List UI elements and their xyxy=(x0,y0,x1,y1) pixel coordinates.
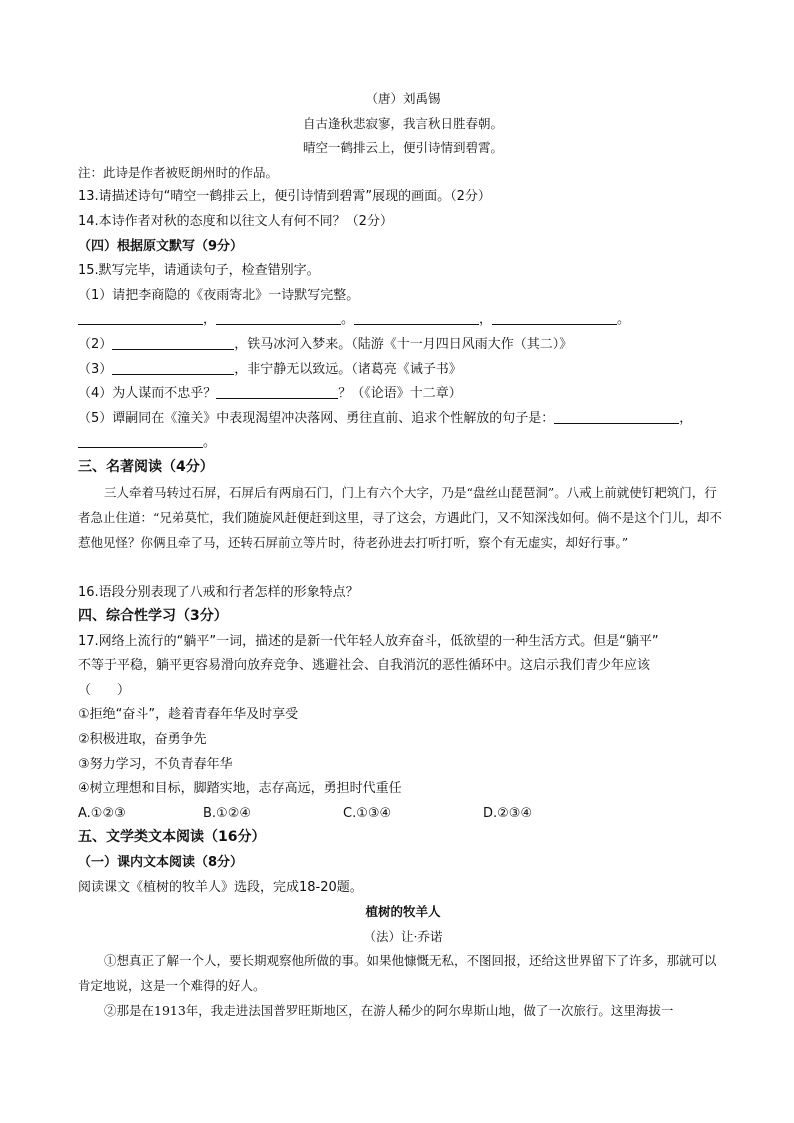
section-5-subheading: （一）课内文本阅读（8分） xyxy=(78,855,244,871)
poem-author: （唐）刘禹锡 xyxy=(365,91,441,106)
answer-blank[interactable] xyxy=(112,360,234,375)
article-paragraph-1: ①想真正了解一个人，要长期观察他所做的事。如果他慷慨无私，不图回报，还给这世界留下了许多，那就可以肯定地说，这是一个难得的好人。 xyxy=(78,953,717,994)
poem-line-2: 晴空一鹤排云上，便引诗情到碧霄。 xyxy=(302,140,503,156)
question-15-item-2: （2） ，铁马冰河入梦来。（陆游《十一月四日风雨大作（其二）》 xyxy=(78,336,573,352)
question-15-item-4: （4）为人谋而不忠乎？ ？（《论语》十二章） xyxy=(78,386,462,402)
question-16: 16.语段分别表现了八戒和行者怎样的形象特点？ xyxy=(78,584,359,600)
question-15-item-1-blanks: ， 。 ， 。 xyxy=(78,307,728,332)
section-3-heading: 三、名著阅读（4分） xyxy=(78,458,214,475)
option-4: ④树立理想和目标，脚踏实地，志存高远，勇担时代重任 xyxy=(78,781,402,797)
option-2: ②积极进取，奋勇争先 xyxy=(78,732,207,748)
answer-blank[interactable] xyxy=(554,409,679,424)
poem-line-1: 自古逢秋悲寂寥，我言秋日胜春朝。 xyxy=(302,115,503,131)
question-15-item-3: （3） ，非宁静无以致远。（诸葛亮《诫子书》 xyxy=(78,361,462,377)
question-15-item-5: （5）谭嗣同在《潼关》中表现渴望冲决落网、勇往直前、追求个性解放的句子是： ， xyxy=(78,410,693,426)
article-author: （法）让·乔诺 xyxy=(363,928,443,944)
choice-d[interactable]: D.②③④ xyxy=(483,805,533,821)
question-17-line-2: 不等于平稳，躺平更容易滑向放弃竞争、逃避社会、自我消沉的恶性循环中。这启示我们青少年应该 xyxy=(78,658,651,674)
answer-blank[interactable] xyxy=(216,310,341,325)
section-5-heading: 五、文学类文本阅读（16分） xyxy=(78,829,266,846)
answer-blank[interactable] xyxy=(354,310,479,325)
question-17-line-1: 17.网络上流行的“躺平”一词，描述的是新一代年轻人放弃奋斗，低欲望的一种生活方式。但是“躺平” xyxy=(78,633,659,649)
question-15-item-1: （1）请把李商隐的《夜雨寄北》一诗默写完整。 xyxy=(78,287,360,303)
question-13: 13.请描述诗句“晴空一鹤排云上，便引诗情到碧霄”展现的画面。（2分） xyxy=(78,189,491,205)
answer-blank[interactable] xyxy=(112,335,234,350)
choice-row xyxy=(78,801,728,826)
article-title: 植树的牧羊人 xyxy=(365,904,441,920)
article-paragraph-2: ②那是在1913年，我走进法国普罗旺斯地区，在游人稀少的阿尔卑斯山地，做了一次旅行。这里海拔一 xyxy=(104,1003,674,1019)
answer-blank[interactable] xyxy=(216,384,338,399)
question-17-answer-paren[interactable]: （ ） xyxy=(78,682,131,698)
question-14: 14.本诗作者对秋的态度和以往文人有何不同？（2分） xyxy=(78,213,393,229)
question-15-intro: 15.默写完毕，请通读句子，检查错别字。 xyxy=(78,263,320,279)
section-3-passage: 三人牵着马转过石屏，石屏后有两扇石门，门上有六个大字，乃是“盘丝山琵琶洞”。八戒上前就使钉耙筑门，行者急止住道：“兄弟莫忙，我们随旋风赶便赶到这里，寻了这会，方遇此门，又不知深浅如何。倘不是这个门儿，却不惹他见怪？你俩且牵了马，还转石屏前立等片时，待老孙进去打听打听，察个有无虚实，却好行事。” xyxy=(78,484,722,550)
option-1: ①拒绝“奋斗”，趁着青春年华及时享受 xyxy=(78,707,299,723)
choice-c[interactable]: C.①③④ xyxy=(343,805,392,821)
answer-blank[interactable] xyxy=(78,433,203,448)
section-4-heading: 四、综合性学习（3分） xyxy=(78,608,228,625)
answer-blank[interactable] xyxy=(78,310,203,325)
exam-page xyxy=(78,86,728,1023)
choice-a[interactable]: A.①②③ xyxy=(78,805,126,821)
poem-note: 注：此诗是作者被贬朗州时的作品。 xyxy=(78,164,279,180)
question-15-item-5-cont: 。 xyxy=(78,430,728,455)
section-4-subheading: （四）根据原文默写（9分） xyxy=(78,238,244,254)
option-3: ③努力学习，不负青春年华 xyxy=(78,756,233,772)
section-5-instructions: 阅读课文《植树的牧羊人》选段，完成18-20题。 xyxy=(78,879,363,895)
choice-b[interactable]: B.①②④ xyxy=(203,805,252,821)
answer-blank[interactable] xyxy=(492,310,617,325)
